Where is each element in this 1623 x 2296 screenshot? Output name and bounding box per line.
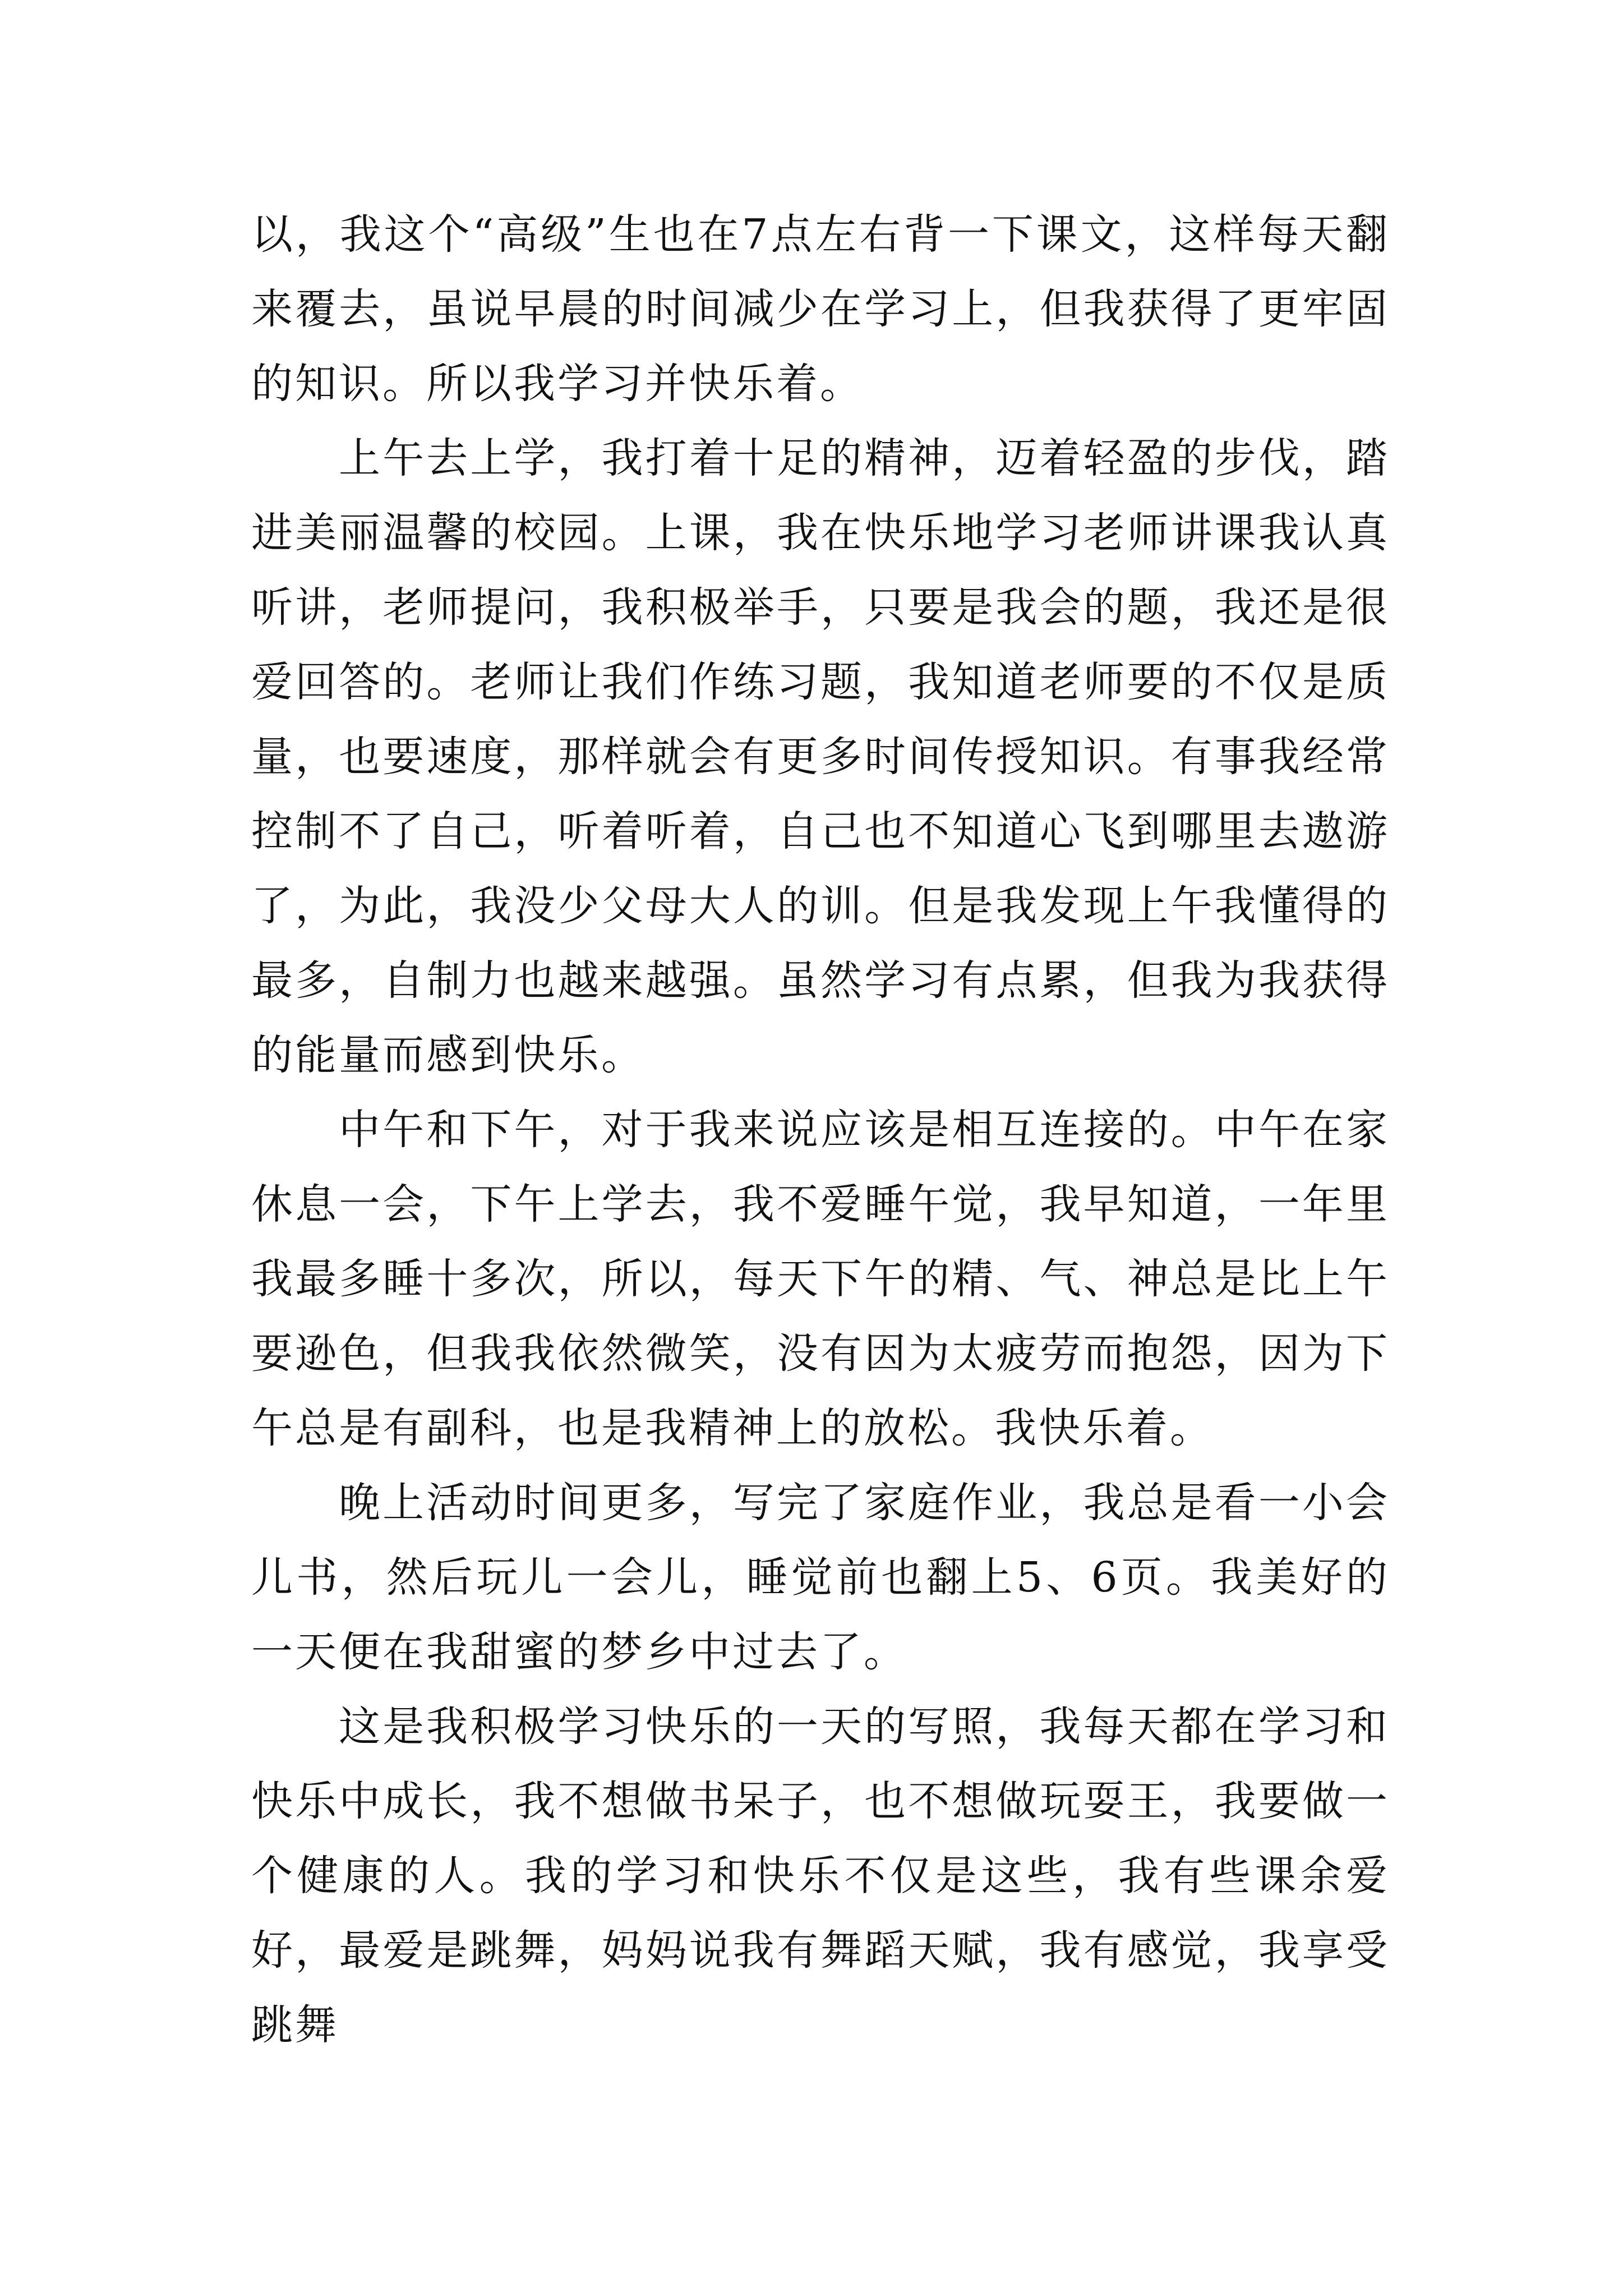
paragraph-1: 以，我这个“高级”生也在7点左右背一下课文，这样每天翻来覆去，虽说早晨的时间减少在学习上，但我获得了更牢固的知识。所以我学习并快乐着。 xyxy=(251,210,1390,408)
paragraph-3: 中午和下午，对于我来说应该是相互连接的。中午在家休息一会，下午上学去，我不爱睡午觉，我早知道，一年里我最多睡十多次，所以，每天下午的精、气、神总是比上午要逊色，但我我依然微笑，没有因为太疲劳而抱怨，因为下午总是有副科，也是我精神上的放松。我快乐着。 xyxy=(251,1106,1390,1452)
paragraph-2: 上午去上学，我打着十足的精神，迈着轻盈的步伐，踏进美丽温馨的校园。上课，我在快乐地学习老师讲课我认真听讲，老师提问，我积极举手，只要是我会的题，我还是很爱回答的。老师让我们作练习题，我知道老师要的不仅是质量，也要速度，那样就会有更多时间传授知识。有事我经常控制不了自己，听着听着，自己也不知道心飞到哪里去遨游了，为此，我没少父母大人的训。但是我发现上午我懂得的最多，自制力也越来越强。虽然学习有点累，但我为我获得的能量而感到快乐。 xyxy=(251,434,1390,1079)
paragraph-5: 这是我积极学习快乐的一天的写照，我每天都在学习和快乐中成长，我不想做书呆子，也不想做玩耍王，我要做一个健康的人。我的学习和快乐不仅是这些，我有些课余爱好，最爱是跳舞，妈妈说我有舞蹈天赋，我有感觉，我享受跳舞 xyxy=(251,1703,1390,2049)
paragraph-4: 晚上活动时间更多，写完了家庭作业，我总是看一小会儿书，然后玩儿一会儿，睡觉前也翻上5、6页。我美好的一天便在我甜蜜的梦乡中过去了。 xyxy=(251,1479,1390,1676)
document-body xyxy=(251,197,1390,2063)
